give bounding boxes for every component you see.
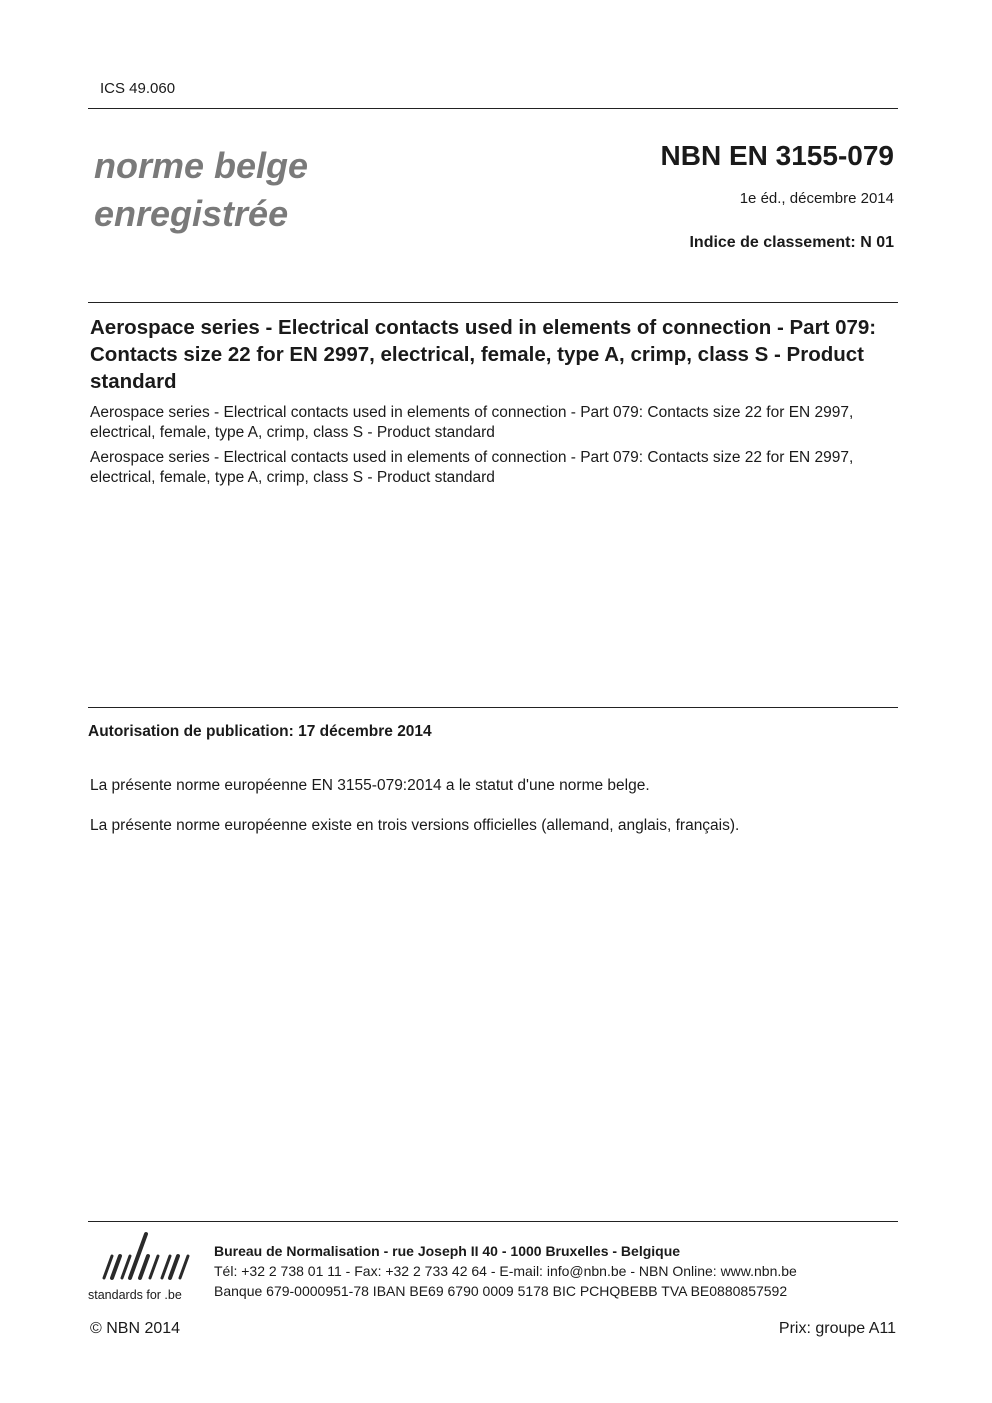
document-subtitle-1: Aerospace series - Electrical contacts used in elements of connection - Part 079: Contacts size 22 for EN 2997, electrical, female, type A, crimp, class S - Product standard	[90, 404, 854, 441]
nbn-logo	[88, 1228, 200, 1308]
contact-line: Tél: +32 2 738 01 11 - Fax: +32 2 733 42 64 - E-mail: info@nbn.be - NBN Online: www.nbn.be	[214, 1263, 797, 1279]
price-group: Prix: groupe A11	[778, 1320, 896, 1337]
brand-line-2: enregistrée	[94, 193, 289, 234]
document-subtitle-2: Aerospace series - Electrical contacts used in elements of connection - Part 079: Contacts size 22 for EN 2997, electrical, female, type A, crimp, class S - Product standard	[90, 449, 854, 486]
organization-address: Bureau de Normalisation - rue Joseph II 40 - 1000 Bruxelles - Belgique	[214, 1243, 681, 1259]
logo-tagline: standards for .be	[88, 1288, 182, 1302]
edition-date: 1e éd., décembre 2014	[739, 190, 894, 207]
status-paragraph: La présente norme européenne EN 3155-079:2014 a le statut d'une norme belge.	[90, 777, 650, 794]
versions-paragraph: La présente norme européenne existe en trois versions officielles (allemand, anglais, français).	[90, 817, 740, 834]
nbn-logo-icon	[88, 1228, 200, 1286]
publication-authorization: Autorisation de publication: 17 décembre 2014	[88, 723, 432, 740]
brand-title	[94, 142, 308, 238]
title-rule-top	[88, 302, 898, 303]
footer-rule	[88, 1221, 898, 1222]
footer-contact-block	[214, 1241, 797, 1301]
copyright: © NBN 2014	[90, 1320, 181, 1337]
standard-number: NBN EN 3155-079	[660, 140, 894, 171]
header-rule	[88, 108, 898, 109]
brand-line-1: norme belge	[94, 145, 309, 186]
classification-index: Indice de classement: N 01	[689, 234, 894, 251]
document-title: Aerospace series - Electrical contacts used in elements of connection - Part 079: Contacts size 22 for EN 2997, electrical, female, type A, crimp, class S - Product standard	[90, 316, 877, 393]
ics-code: ICS 49.060	[100, 80, 176, 97]
title-rule-bottom	[88, 707, 898, 708]
banking-line: Banque 679-0000951-78 IBAN BE69 6790 0009 5178 BIC PCHQBEBB TVA BE0880857592	[214, 1283, 788, 1299]
